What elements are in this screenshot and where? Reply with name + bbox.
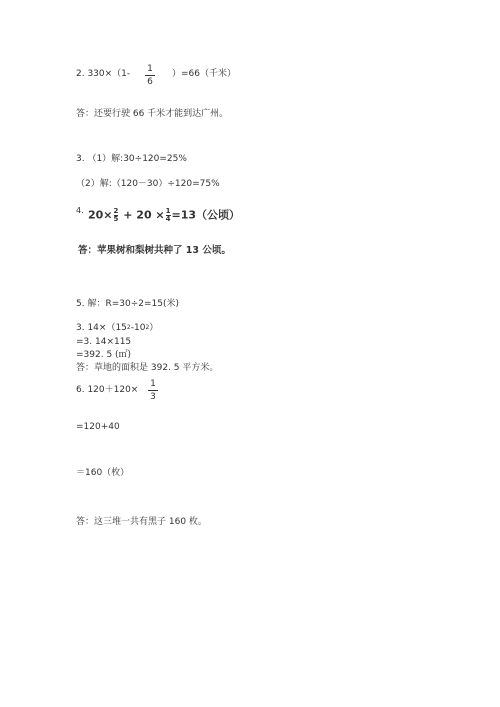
fraction-bar	[145, 75, 155, 76]
problem-5-step-4-prefix: =392. 5 (㎡	[76, 350, 128, 360]
problem-5-step-4	[76, 349, 131, 361]
problem-6-step-3: ＝160（枚）	[76, 468, 130, 478]
problem-6-step-2: =120+40	[76, 422, 120, 432]
problem-2-equation-suffix: ）=66（千米）	[172, 69, 236, 79]
problem-4-answer: 答：苹果树和梨树共种了 13 公顷。	[78, 245, 231, 256]
problem-2-answer: 答：还要行驶 66 千米才能到达广州。	[76, 109, 229, 119]
fraction-bar	[148, 390, 158, 391]
problem-6-answer: 答：这三堆一共有黑子 160 枚。	[76, 517, 207, 527]
problem-4-equation	[88, 208, 240, 223]
problem-5-step-2-prefix: 3. 14×（15	[76, 323, 127, 333]
problem-6-equation-prefix: 6. 120＋120×	[76, 385, 139, 395]
problem-5-step-2-suffix: ）	[149, 323, 159, 333]
problem-5-step-1: 5. 解：R=30÷2=15(米)	[76, 299, 179, 309]
fraction-numerator: 1	[150, 379, 156, 389]
problem-3-step-1: 3. （1）解:30÷120=25%	[76, 154, 187, 164]
problem-5-step-2	[76, 322, 158, 334]
problem-4-term-1-coefficient: 20×	[88, 208, 113, 222]
problem-4-fraction-2	[166, 208, 171, 223]
fraction-denominator: 6	[147, 77, 153, 87]
fraction-denominator: 5	[113, 215, 119, 223]
problem-5-step-2-mid: -10	[130, 323, 146, 333]
fraction-numerator: 1	[147, 64, 153, 74]
fraction-denominator: 3	[150, 392, 156, 402]
problem-5-exponent-2: 2	[145, 324, 150, 331]
problem-6-fraction	[148, 379, 158, 402]
problem-3-step-2: （2）解:（120－30）÷120=75%	[76, 179, 220, 189]
problem-2-fraction	[145, 64, 155, 87]
problem-5-exponent-1: 2	[126, 324, 131, 331]
problem-4-plus-term: + 20 ×	[123, 208, 165, 222]
fraction-denominator: 4	[165, 215, 171, 223]
problem-2-equation-prefix: 2. 330×（1-	[76, 69, 131, 79]
problem-5-answer: 答：草地的面积是 392. 5 平方米。	[76, 363, 219, 373]
fraction-numerator: 1	[165, 207, 171, 215]
problem-4-number: 4.	[76, 206, 84, 215]
problem-5-step-3: =3. 14×115	[76, 337, 132, 347]
problem-4-result: =13（公顷）	[171, 208, 241, 222]
problem-4-fraction-1	[114, 208, 119, 223]
fraction-numerator: 2	[113, 207, 119, 215]
problem-5-step-4-suffix: )	[127, 350, 132, 360]
